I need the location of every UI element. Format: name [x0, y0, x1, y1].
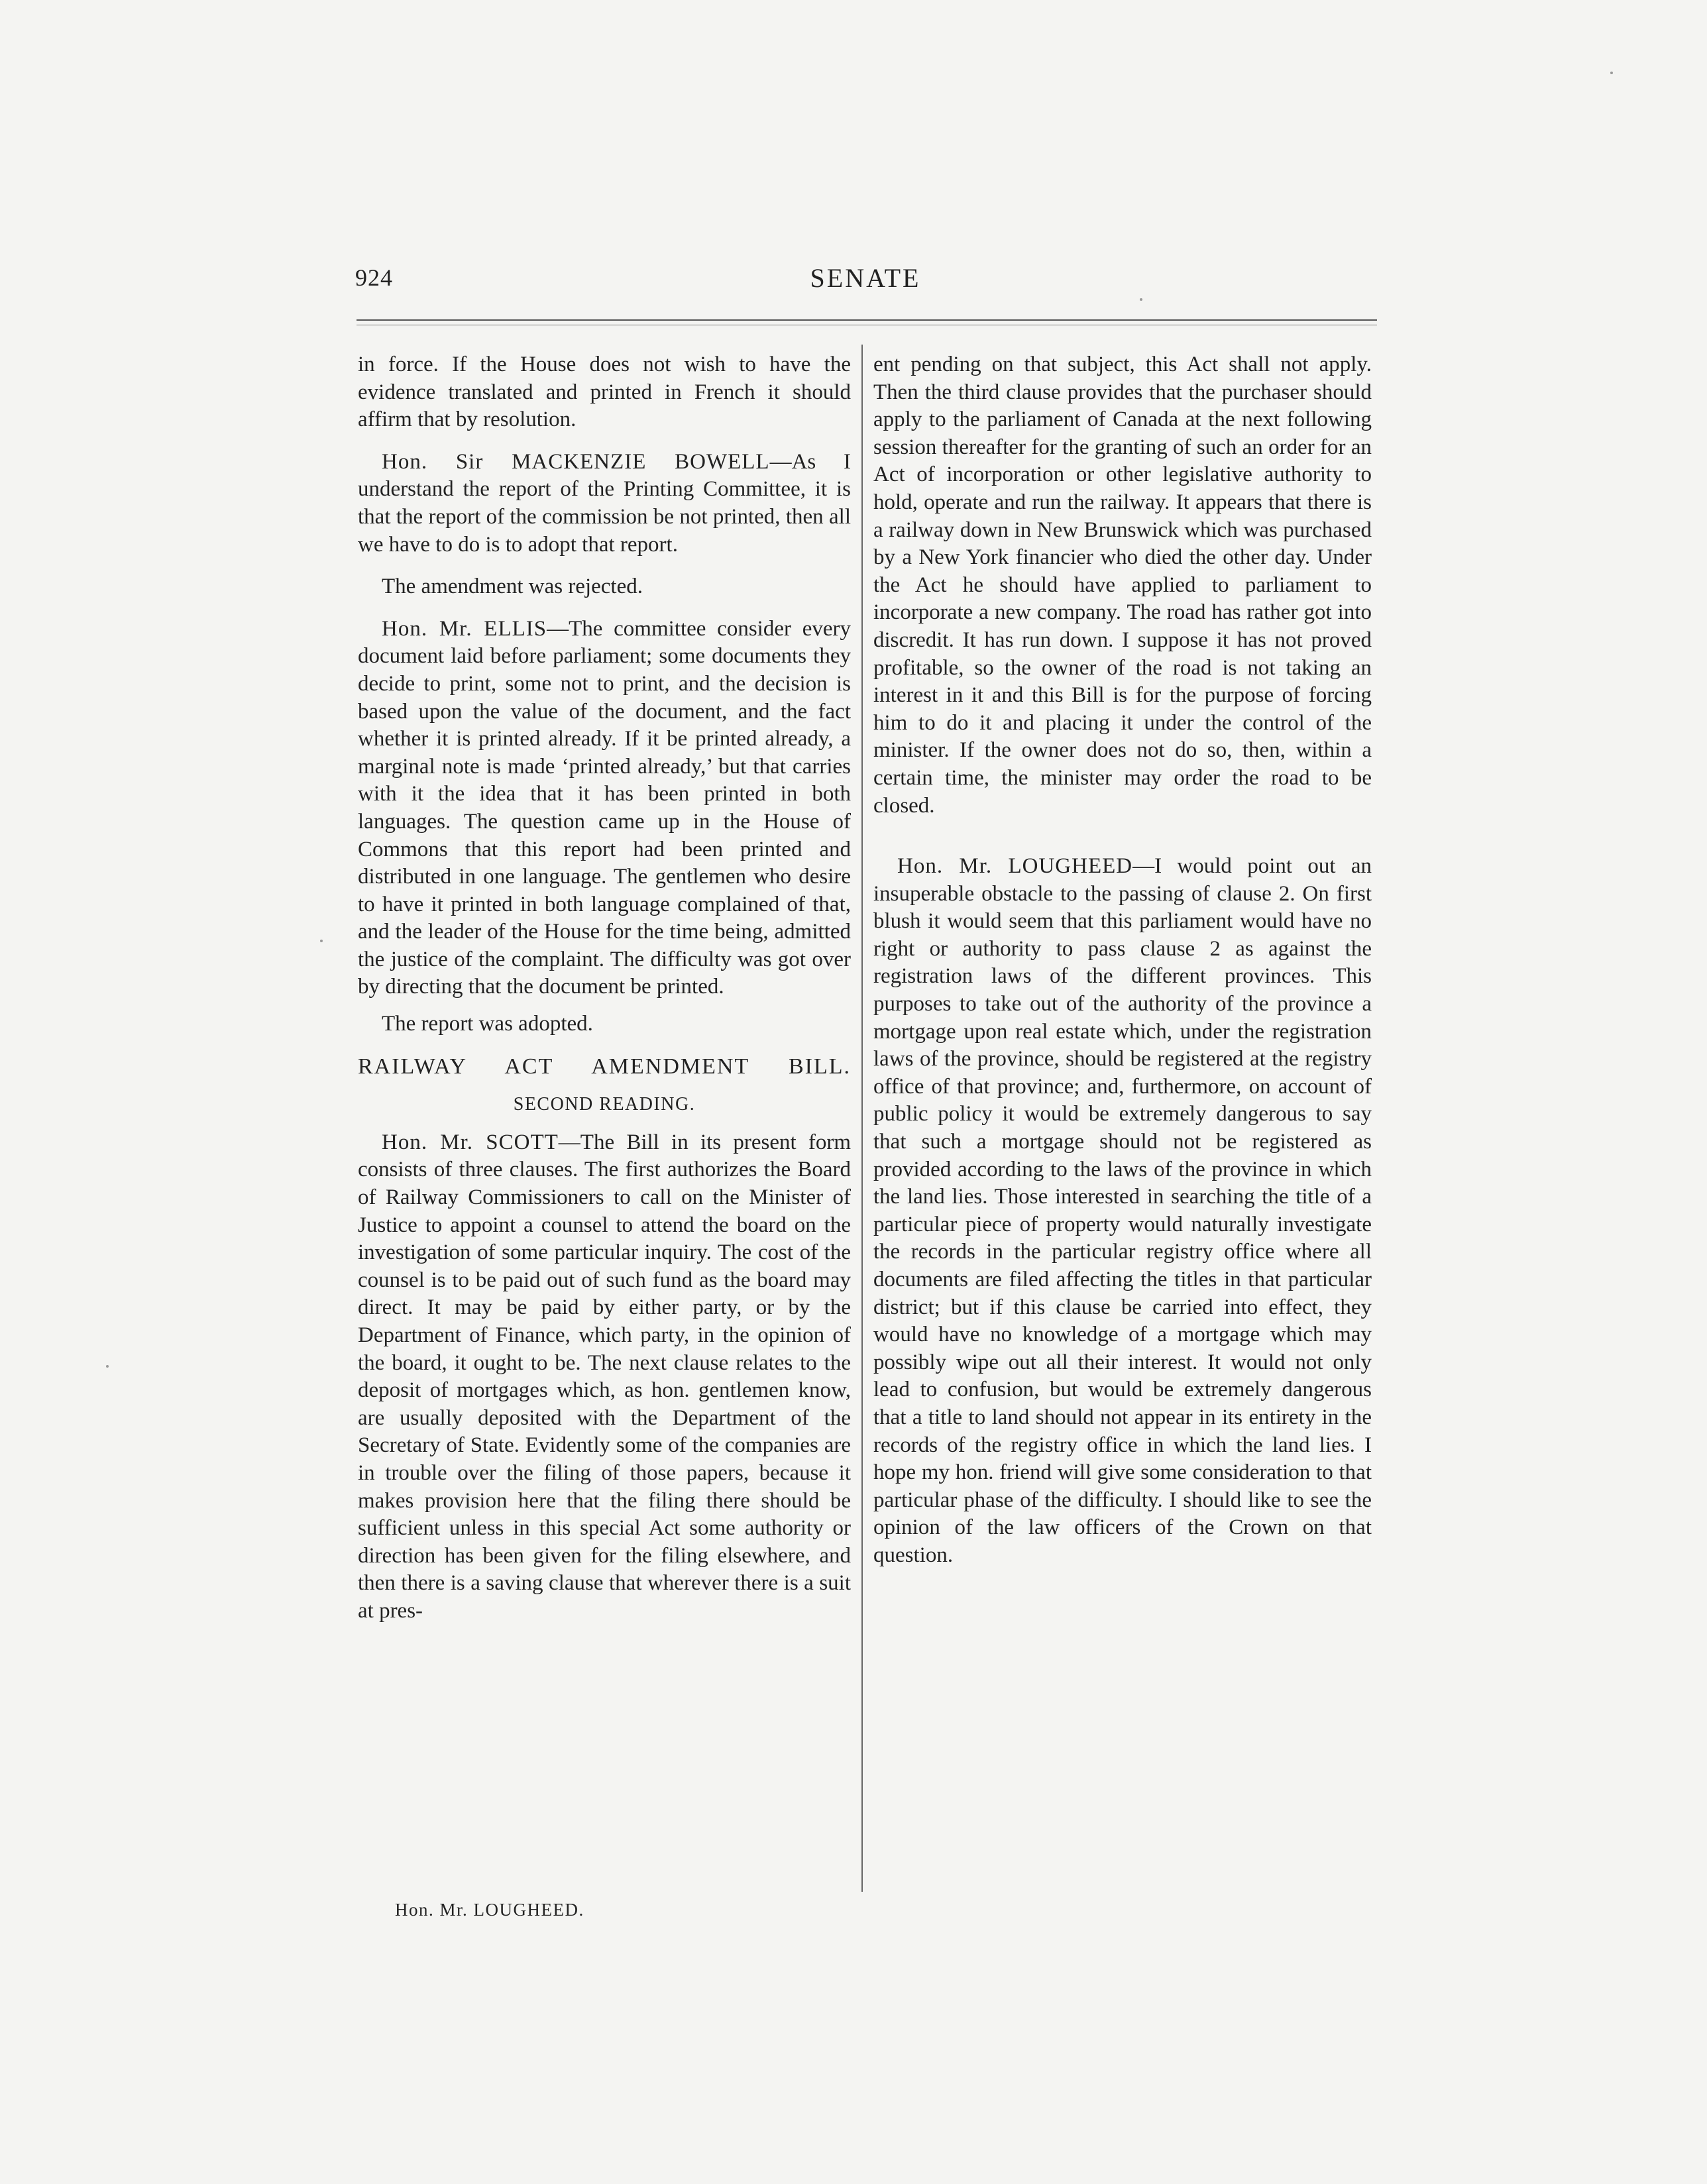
speaker-name: Hon. Mr. LOUGHEED	[897, 854, 1133, 879]
right-paragraph-1: ent pending on that subject, this Act shall not apply. Then the third clause provides that the purchaser should apply to the parliament of Canada at the next following session thereafter for the granting of such an order for an Act of incorporation or other legislative authority to hold, operate and run the railway. It appears that there is a railway down in New Brunswick which was purchased by a New York financier who died the other day. Under the Act he should have applied to parliament to incorporate a new company. The road has rather got into discredit. It has run down. I suppose it has not proved profitable, so the owner of the road is not taking an interest in it and this Bill is for the purpose of forcing him to do it and placing it under the control of the minister. If the owner does not do so, then, within a certain time, the minister may order the road to be closed.	[873, 353, 1372, 818]
scan-speck	[320, 940, 323, 942]
section-subtitle: SECOND READING.	[513, 1094, 696, 1115]
left-paragraph-4	[358, 616, 851, 1001]
left-paragraph-2	[358, 449, 851, 559]
speech-text: —I would point out an insuperable obstacle to the passing of clause 2. On first blush it would seem that this parliament would have no right or authority to pass clause 2 as against the registration laws of the different provinces. This purposes to take out of the authority of the province a mortgage upon real estate which, under the registration laws of the province, should be registered at the registry office of that province; and, furthermore, on account of public policy it would be extremely dangerous to say that such a mortgage should not be registered as provided according to the laws of the province in which the land lies. Those interested in searching the title of a particular piece of property would naturally investigate the records in the particular registry office where all documents are filed affecting the titles in that particular district; but if this clause be carried into effect, they would have no knowledge of a mortgage which may possibly wipe out all their interest. It would not only lead to confusion, but would be extremely dangerous that a title to land should not appear in its entirety in the records of the registry office in which the land lies. I hope my hon. friend will give some consideration to that particular phase of the difficulty. I should like to see the opinion of the law officers of the Crown on that question.	[873, 854, 1372, 1567]
section-title: RAILWAY ACT AMENDMENT BILL.	[358, 1054, 851, 1079]
scan-speck	[1140, 298, 1142, 301]
right-paragraph-2	[873, 853, 1372, 1569]
left-column	[358, 351, 851, 1640]
running-head: SENATE	[810, 263, 921, 293]
speaker-name: Hon. Mr. ELLIS	[382, 616, 547, 641]
left-paragraph-3: The amendment was rejected.	[382, 574, 643, 599]
speech-text: —The Bill in its present form consists of three clauses. The first authorizes the Board of Railway Commissioners to call on the Minister of Justice to appoint a counsel to attend the board on the investigation of some particular inquiry. The cost of the counsel is to be paid out of such fund as the board may direct. It may be paid by either party, or by the Department of Finance, which party, in the opinion of the board, it ought to be. The next clause relates to the deposit of mortgages which, as hon. gentlemen know, are usually deposited with the Department of the Secretary of State. Evidently some of the companies are in trouble over the filing of those papers, because it makes provision here that the filing there should be sufficient unless in this special Act some authority or direction has been given for the filing elsewhere, and then there is a saving clause that wherever there is a suit at pres-	[358, 1130, 851, 1623]
scan-speck	[106, 1365, 109, 1368]
right-column	[873, 351, 1372, 1584]
speech-text: —As I understand the report of the Printing Committee, it is that the report of the commission be not printed, then all we have to do is to adopt that report.	[358, 449, 851, 557]
footer-speaker: Hon. Mr. LOUGHEED.	[395, 1900, 584, 1920]
column-divider	[861, 345, 863, 1892]
speech-text: —The committee consider every document laid before parliament; some documents they decide to print, some not to print, and the decision is based upon the value of the document, and the fact whether it is printed already. If it be printed already, a marginal note is made ‘printed already,’ but that carries with it the idea that it has been printed in both languages. The question came up in the House of Commons that this report had been printed and distributed in one language. The gentlemen who desire to have it printed in both language complained of that, and the leader of the House for the time being, admitted the justice of the complaint. The difficulty was got over by directing that the document be printed.	[358, 616, 851, 999]
speaker-name: Hon. Mr. SCOTT	[382, 1130, 559, 1154]
speaker-name: Hon. Sir MACKENZIE BOWELL	[382, 449, 770, 474]
page-number: 924	[355, 264, 393, 291]
left-paragraph-6	[358, 1129, 851, 1625]
left-paragraph-1: in force. If the House does not wish to have the evidence translated and printed in French it should affirm that by resolution.	[358, 353, 851, 432]
left-paragraph-5: The report was adopted.	[382, 1012, 593, 1036]
header-rule	[357, 319, 1377, 321]
page-header	[355, 264, 1376, 303]
scan-speck	[1610, 72, 1613, 74]
